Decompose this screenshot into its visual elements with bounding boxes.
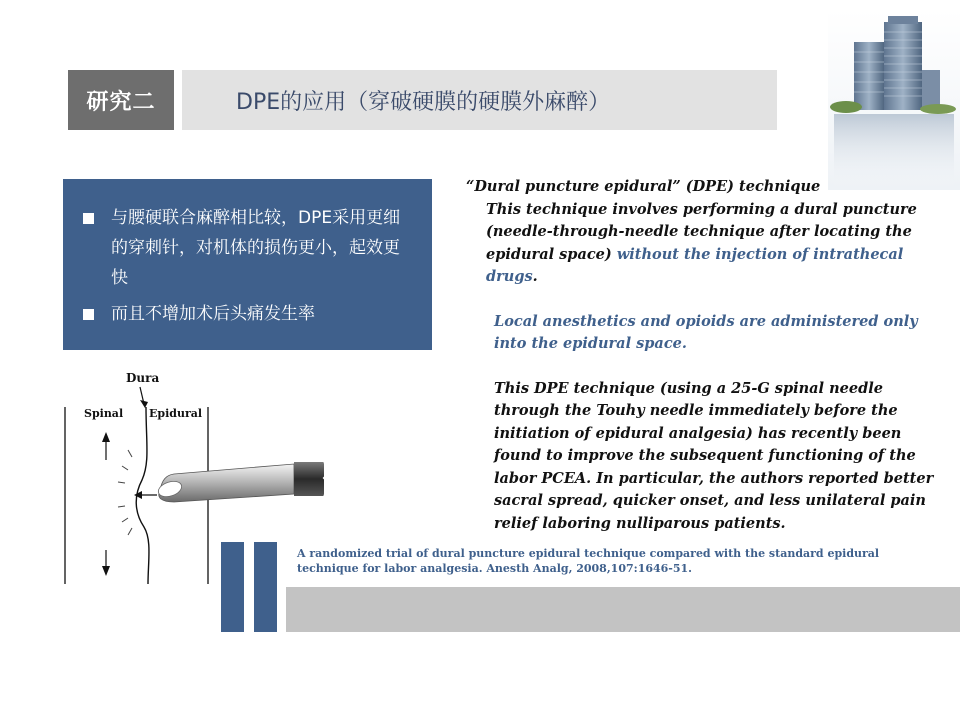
spinal-label: Spinal <box>84 407 124 420</box>
p1-text: This technique involves performing a dural puncture (needle-through-needle technique after locating the epidural space) <box>486 200 917 263</box>
square-bullet-icon <box>83 213 94 224</box>
citation: A randomized trial of dural puncture epidural technique compared with the standard epidural technique for labor analgesia. Anesth Analg, 2008,107:1646-51. <box>297 547 880 575</box>
decorative-bar <box>254 542 277 632</box>
decorative-bar <box>221 542 244 632</box>
summary-box <box>63 179 432 350</box>
square-bullet-icon <box>83 309 94 320</box>
decorative-band <box>286 587 960 632</box>
dpe-paragraph-1 <box>466 199 936 289</box>
p1-end: . <box>532 268 538 285</box>
summary-bullet <box>83 299 412 329</box>
english-description <box>466 176 936 535</box>
dura-needle-diagram <box>62 362 332 587</box>
dura-label: Dura <box>126 371 160 385</box>
dpe-paragraph-3: This DPE technique (using a 25-G spinal needle through the Touhy needle immediately before the initiation of epidural analgesia) has recently been found to improve the subsequent functioning of the labor PCEA. In particular, the authors reported better sacral spread, quicker onset, and less unilateral pain relief laboring nulliparous patients. <box>494 379 934 532</box>
summary-bullet-text: 而且不增加术后头痛发生率 <box>111 304 315 324</box>
p1-highlight: without the injection of intrathecal drugs <box>486 245 904 285</box>
epidural-label: Epidural <box>149 407 203 420</box>
dpe-paragraph-2: Local anesthetics and opioids are administered only into the epidural space. <box>494 312 918 352</box>
dpe-heading: “Dural puncture epidural” (DPE) technique <box>466 178 821 195</box>
summary-bullet <box>83 203 412 293</box>
slide-title: DPE的应用（穿破硬膜的硬膜外麻醉） <box>182 70 777 130</box>
building-illustration <box>828 10 960 190</box>
summary-bullet-text: 与腰硬联合麻醉相比较，DPE采用更细的穿刺针，对机体的损伤更小，起效更快 <box>111 208 401 288</box>
section-label: 研究二 <box>68 70 174 130</box>
